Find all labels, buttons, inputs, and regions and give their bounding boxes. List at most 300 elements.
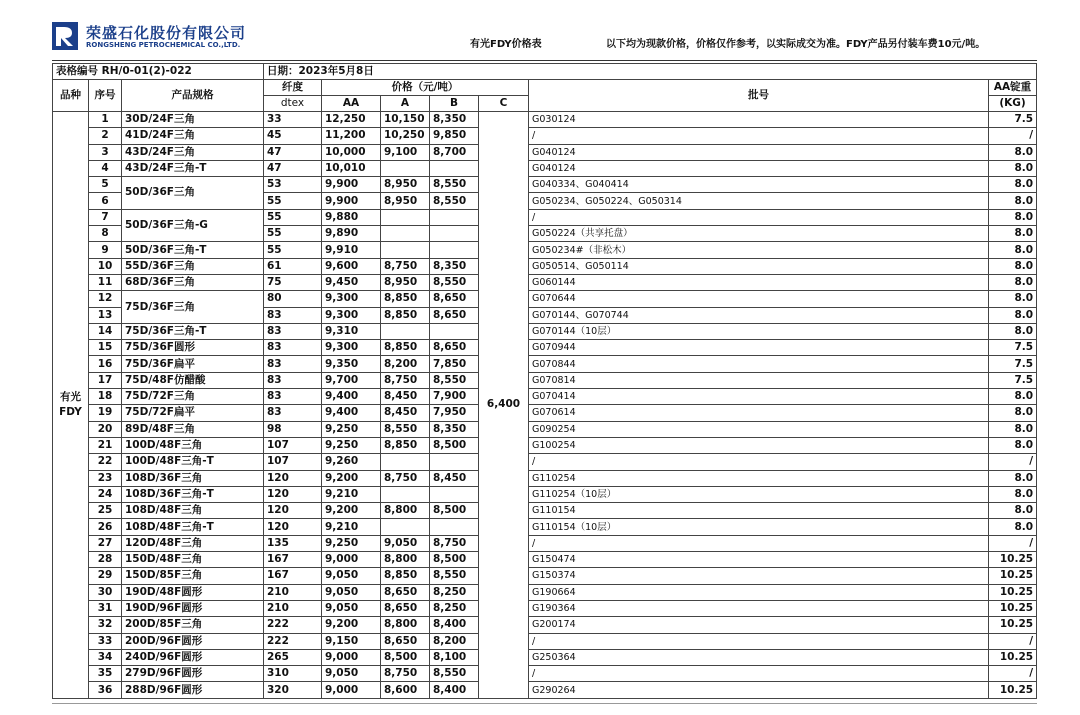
row-spec: 190D/96F圆形	[122, 600, 264, 616]
table-row	[53, 242, 1037, 258]
row-price-aa: 9,300	[322, 307, 381, 323]
row-price-b: 8,550	[430, 372, 479, 388]
header-weight: AA锭重	[989, 80, 1037, 96]
row-price-b: 8,100	[430, 649, 479, 665]
row-seq: 26	[89, 519, 122, 535]
row-price-b	[430, 160, 479, 176]
row-weight: /	[989, 535, 1037, 551]
document-title: 有光FDY价格表	[470, 39, 542, 50]
row-seq: 19	[89, 405, 122, 421]
row-dtex: 55	[264, 209, 322, 225]
row-batch: G040124	[529, 160, 989, 176]
row-spec: 190D/48F圆形	[122, 584, 264, 600]
table-row	[53, 144, 1037, 160]
row-weight: 8.0	[989, 519, 1037, 535]
row-price-aa: 9,210	[322, 486, 381, 502]
header-price: 价格（元/吨）	[322, 80, 529, 96]
row-price-aa: 9,450	[322, 274, 381, 290]
header-price-aa: AA	[322, 96, 381, 112]
row-weight: 8.0	[989, 421, 1037, 437]
table-row	[53, 486, 1037, 502]
row-price-b: 8,400	[430, 682, 479, 698]
row-spec: 108D/48F三角	[122, 503, 264, 519]
row-seq: 10	[89, 258, 122, 274]
table-row	[53, 666, 1037, 682]
row-batch: G110154（10层）	[529, 519, 989, 535]
table-row	[53, 323, 1037, 339]
row-batch: G070814	[529, 372, 989, 388]
row-dtex: 83	[264, 340, 322, 356]
row-dtex: 320	[264, 682, 322, 698]
row-price-b: 8,350	[430, 258, 479, 274]
row-seq: 25	[89, 503, 122, 519]
row-batch: G070144、G070744	[529, 307, 989, 323]
row-spec: 50D/36F三角-G	[122, 209, 264, 242]
row-weight: 10.25	[989, 568, 1037, 584]
row-seq: 15	[89, 340, 122, 356]
price-c-cell: 6,400	[479, 112, 529, 699]
row-weight: 8.0	[989, 274, 1037, 290]
row-price-b	[430, 519, 479, 535]
row-spec: 200D/96F圆形	[122, 633, 264, 649]
row-seq: 30	[89, 584, 122, 600]
row-price-a	[381, 160, 430, 176]
row-spec: 279D/96F圆形	[122, 666, 264, 682]
table-row	[53, 128, 1037, 144]
row-price-aa: 12,250	[322, 112, 381, 128]
row-spec: 150D/85F三角	[122, 568, 264, 584]
row-weight: /	[989, 633, 1037, 649]
row-seq: 32	[89, 617, 122, 633]
row-seq: 12	[89, 291, 122, 307]
row-price-aa: 9,200	[322, 503, 381, 519]
row-weight: 8.0	[989, 258, 1037, 274]
row-weight: 8.0	[989, 503, 1037, 519]
row-seq: 28	[89, 552, 122, 568]
row-spec: 75D/36F圆形	[122, 340, 264, 356]
price-table	[52, 63, 1037, 699]
row-spec: 50D/36F三角	[122, 177, 264, 210]
row-spec: 75D/48F仿醋酸	[122, 372, 264, 388]
row-price-aa: 9,150	[322, 633, 381, 649]
row-weight: 7.5	[989, 372, 1037, 388]
row-batch: G070414	[529, 389, 989, 405]
row-price-a	[381, 209, 430, 225]
row-dtex: 61	[264, 258, 322, 274]
row-weight: 8.0	[989, 291, 1037, 307]
row-price-b: 8,550	[430, 568, 479, 584]
row-price-a: 8,850	[381, 307, 430, 323]
row-batch: G150474	[529, 552, 989, 568]
row-price-a	[381, 226, 430, 242]
row-price-b: 8,500	[430, 503, 479, 519]
document-date: 日期：2023年5月8日	[264, 64, 1037, 80]
row-weight: 8.0	[989, 307, 1037, 323]
row-batch: /	[529, 128, 989, 144]
row-dtex: 33	[264, 112, 322, 128]
table-row	[53, 535, 1037, 551]
row-dtex: 222	[264, 617, 322, 633]
row-dtex: 210	[264, 600, 322, 616]
header-batch: 批号	[529, 80, 989, 112]
row-price-a: 8,450	[381, 389, 430, 405]
row-weight: 8.0	[989, 177, 1037, 193]
row-spec: 30D/24F三角	[122, 112, 264, 128]
row-spec: 108D/36F三角	[122, 470, 264, 486]
row-price-a: 8,850	[381, 437, 430, 453]
row-price-a: 10,150	[381, 112, 430, 128]
row-price-aa: 9,700	[322, 372, 381, 388]
row-price-a: 8,750	[381, 372, 430, 388]
row-price-a: 8,850	[381, 340, 430, 356]
row-price-a: 8,950	[381, 177, 430, 193]
row-spec: 108D/48F三角-T	[122, 519, 264, 535]
row-spec: 200D/85F三角	[122, 617, 264, 633]
row-dtex: 167	[264, 568, 322, 584]
row-seq: 3	[89, 144, 122, 160]
company-logo-icon	[52, 22, 78, 50]
row-price-a: 8,950	[381, 274, 430, 290]
header-weight-unit: (KG)	[989, 96, 1037, 112]
row-price-b: 7,900	[430, 389, 479, 405]
row-spec: 89D/48F三角	[122, 421, 264, 437]
table-row	[53, 519, 1037, 535]
row-dtex: 120	[264, 503, 322, 519]
row-price-b: 8,400	[430, 617, 479, 633]
row-price-a: 8,850	[381, 291, 430, 307]
row-spec: 43D/24F三角-T	[122, 160, 264, 176]
row-seq: 14	[89, 323, 122, 339]
row-weight: /	[989, 666, 1037, 682]
row-price-b: 7,950	[430, 405, 479, 421]
row-weight: 8.0	[989, 437, 1037, 453]
row-weight: 8.0	[989, 470, 1037, 486]
row-price-aa: 9,210	[322, 519, 381, 535]
row-seq: 7	[89, 209, 122, 225]
row-dtex: 55	[264, 242, 322, 258]
variety-line1: 有光	[60, 390, 81, 403]
row-price-aa: 10,000	[322, 144, 381, 160]
row-weight: 8.0	[989, 486, 1037, 502]
row-dtex: 83	[264, 323, 322, 339]
row-spec: 75D/72F三角	[122, 389, 264, 405]
table-row	[53, 291, 1037, 307]
row-price-aa: 9,250	[322, 535, 381, 551]
row-seq: 17	[89, 372, 122, 388]
row-dtex: 47	[264, 160, 322, 176]
row-dtex: 120	[264, 519, 322, 535]
row-dtex: 75	[264, 274, 322, 290]
row-price-a: 8,650	[381, 584, 430, 600]
row-price-b	[430, 454, 479, 470]
row-batch: /	[529, 666, 989, 682]
row-price-a: 9,050	[381, 535, 430, 551]
row-seq: 23	[89, 470, 122, 486]
row-price-b	[430, 486, 479, 502]
row-seq: 18	[89, 389, 122, 405]
row-batch: G070144（10层）	[529, 323, 989, 339]
row-seq: 9	[89, 242, 122, 258]
row-price-a: 8,500	[381, 649, 430, 665]
header-spec: 产品规格	[122, 80, 264, 112]
table-row	[53, 421, 1037, 437]
row-price-a	[381, 519, 430, 535]
row-spec: 75D/36F三角-T	[122, 323, 264, 339]
table-row	[53, 372, 1037, 388]
row-spec: 120D/48F三角	[122, 535, 264, 551]
table-row	[53, 568, 1037, 584]
row-price-aa: 9,000	[322, 649, 381, 665]
row-weight: 8.0	[989, 226, 1037, 242]
row-price-b: 8,450	[430, 470, 479, 486]
header-price-b: B	[430, 96, 479, 112]
row-dtex: 53	[264, 177, 322, 193]
row-spec: 100D/48F三角	[122, 437, 264, 453]
row-batch: G200174	[529, 617, 989, 633]
row-weight: /	[989, 454, 1037, 470]
row-price-a: 8,750	[381, 258, 430, 274]
row-weight: 10.25	[989, 682, 1037, 698]
row-dtex: 80	[264, 291, 322, 307]
row-weight: 10.25	[989, 552, 1037, 568]
row-price-aa: 9,900	[322, 177, 381, 193]
header-fineness-unit: dtex	[264, 96, 322, 112]
row-spec: 55D/36F三角	[122, 258, 264, 274]
row-spec: 68D/36F三角	[122, 274, 264, 290]
row-price-a: 8,450	[381, 405, 430, 421]
row-price-aa: 9,600	[322, 258, 381, 274]
row-price-a: 9,100	[381, 144, 430, 160]
row-dtex: 120	[264, 470, 322, 486]
row-dtex: 83	[264, 307, 322, 323]
row-dtex: 83	[264, 372, 322, 388]
header-price-c: C	[479, 96, 529, 112]
row-price-aa: 9,250	[322, 421, 381, 437]
row-weight: 7.5	[989, 340, 1037, 356]
row-batch: G190664	[529, 584, 989, 600]
row-seq: 20	[89, 421, 122, 437]
row-batch: /	[529, 209, 989, 225]
row-batch: /	[529, 454, 989, 470]
row-batch: G290264	[529, 682, 989, 698]
row-batch: G190364	[529, 600, 989, 616]
table-row	[53, 177, 1037, 193]
row-weight: 8.0	[989, 242, 1037, 258]
row-price-b: 8,550	[430, 274, 479, 290]
table-row	[53, 356, 1037, 372]
row-batch: G040334、G040414	[529, 177, 989, 193]
row-seq: 6	[89, 193, 122, 209]
price-table-body	[53, 112, 1037, 699]
row-dtex: 265	[264, 649, 322, 665]
row-price-a: 8,800	[381, 617, 430, 633]
row-weight: 8.0	[989, 405, 1037, 421]
row-price-a	[381, 454, 430, 470]
row-weight: /	[989, 128, 1037, 144]
row-spec: 150D/48F三角	[122, 552, 264, 568]
row-spec: 50D/36F三角-T	[122, 242, 264, 258]
row-dtex: 47	[264, 144, 322, 160]
row-batch: G040124	[529, 144, 989, 160]
document-note: 以下均为现款价格，价格仅作参考，以实际成交为准。FDY产品另付装车费10元/吨。	[606, 39, 986, 50]
row-batch: G110154	[529, 503, 989, 519]
row-price-aa: 9,050	[322, 584, 381, 600]
table-row	[53, 389, 1037, 405]
row-price-b: 8,700	[430, 144, 479, 160]
row-seq: 34	[89, 649, 122, 665]
row-spec: 100D/48F三角-T	[122, 454, 264, 470]
row-spec: 43D/24F三角	[122, 144, 264, 160]
row-price-aa: 9,250	[322, 437, 381, 453]
row-price-aa: 9,910	[322, 242, 381, 258]
row-weight: 10.25	[989, 600, 1037, 616]
row-seq: 1	[89, 112, 122, 128]
row-dtex: 107	[264, 437, 322, 453]
row-spec: 75D/36F扁平	[122, 356, 264, 372]
row-price-a: 8,950	[381, 193, 430, 209]
row-price-a: 8,600	[381, 682, 430, 698]
table-row	[53, 649, 1037, 665]
row-price-b: 8,650	[430, 340, 479, 356]
row-price-a: 8,850	[381, 568, 430, 584]
row-weight: 8.0	[989, 160, 1037, 176]
row-price-b: 8,550	[430, 193, 479, 209]
table-row	[53, 470, 1037, 486]
company-name-cn: 荣盛石化股份有限公司	[86, 24, 247, 42]
row-dtex: 55	[264, 193, 322, 209]
row-price-a: 8,800	[381, 552, 430, 568]
row-seq: 35	[89, 666, 122, 682]
row-dtex: 98	[264, 421, 322, 437]
table-row	[53, 112, 1037, 128]
row-price-aa: 9,200	[322, 470, 381, 486]
row-price-a: 8,750	[381, 666, 430, 682]
table-row	[53, 160, 1037, 176]
row-price-b: 8,250	[430, 584, 479, 600]
row-price-aa: 9,350	[322, 356, 381, 372]
row-price-b: 8,650	[430, 307, 479, 323]
row-spec: 75D/36F三角	[122, 291, 264, 324]
row-seq: 24	[89, 486, 122, 502]
document-header	[52, 18, 1052, 58]
table-row	[53, 503, 1037, 519]
row-dtex: 167	[264, 552, 322, 568]
row-batch: G070644	[529, 291, 989, 307]
row-dtex: 45	[264, 128, 322, 144]
row-price-aa: 9,310	[322, 323, 381, 339]
row-dtex: 107	[264, 454, 322, 470]
row-spec: 288D/96F圆形	[122, 682, 264, 698]
row-seq: 16	[89, 356, 122, 372]
row-batch: G060144	[529, 274, 989, 290]
row-price-aa: 9,050	[322, 600, 381, 616]
row-seq: 29	[89, 568, 122, 584]
row-batch: G050224（共享托盘）	[529, 226, 989, 242]
row-price-b: 8,250	[430, 600, 479, 616]
row-batch: G110254（10层）	[529, 486, 989, 502]
row-seq: 11	[89, 274, 122, 290]
table-row	[53, 682, 1037, 698]
row-seq: 5	[89, 177, 122, 193]
row-price-aa: 9,880	[322, 209, 381, 225]
row-price-a: 8,750	[381, 470, 430, 486]
row-price-b: 8,350	[430, 112, 479, 128]
table-row	[53, 274, 1037, 290]
row-dtex: 55	[264, 226, 322, 242]
table-row	[53, 405, 1037, 421]
row-price-aa: 9,400	[322, 389, 381, 405]
header-seq: 序号	[89, 80, 122, 112]
table-row	[53, 617, 1037, 633]
row-dtex: 135	[264, 535, 322, 551]
row-price-a: 8,650	[381, 600, 430, 616]
row-weight: 8.0	[989, 389, 1037, 405]
row-weight: 10.25	[989, 584, 1037, 600]
table-row	[53, 552, 1037, 568]
footer-divider	[52, 703, 1037, 704]
row-price-a: 8,200	[381, 356, 430, 372]
row-price-aa: 9,890	[322, 226, 381, 242]
row-seq: 36	[89, 682, 122, 698]
row-batch: G050234、G050224、G050314	[529, 193, 989, 209]
row-weight: 10.25	[989, 617, 1037, 633]
row-seq: 8	[89, 226, 122, 242]
row-price-b: 8,500	[430, 437, 479, 453]
table-row	[53, 258, 1037, 274]
row-batch: G030124	[529, 112, 989, 128]
header-divider	[52, 60, 1037, 61]
company-logo	[52, 22, 352, 58]
row-batch: G070614	[529, 405, 989, 421]
row-seq: 33	[89, 633, 122, 649]
row-price-aa: 10,010	[322, 160, 381, 176]
row-weight: 8.0	[989, 193, 1037, 209]
row-dtex: 120	[264, 486, 322, 502]
row-price-b: 8,350	[430, 421, 479, 437]
row-price-b: 8,200	[430, 633, 479, 649]
row-weight: 8.0	[989, 209, 1037, 225]
row-price-a: 10,250	[381, 128, 430, 144]
row-price-b	[430, 226, 479, 242]
row-price-aa: 9,200	[322, 617, 381, 633]
row-price-aa: 9,000	[322, 552, 381, 568]
row-price-b: 8,750	[430, 535, 479, 551]
row-weight: 10.25	[989, 649, 1037, 665]
header-fineness: 纤度	[264, 80, 322, 96]
row-dtex: 222	[264, 633, 322, 649]
table-row	[53, 454, 1037, 470]
row-price-b	[430, 209, 479, 225]
row-batch: G090254	[529, 421, 989, 437]
row-weight: 8.0	[989, 323, 1037, 339]
header-price-a: A	[381, 96, 430, 112]
row-seq: 22	[89, 454, 122, 470]
row-price-a: 8,800	[381, 503, 430, 519]
row-price-b: 8,500	[430, 552, 479, 568]
row-batch: G070844	[529, 356, 989, 372]
row-price-aa: 11,200	[322, 128, 381, 144]
row-price-aa: 9,050	[322, 568, 381, 584]
row-batch: G150374	[529, 568, 989, 584]
table-row	[53, 340, 1037, 356]
row-dtex: 310	[264, 666, 322, 682]
row-seq: 4	[89, 160, 122, 176]
row-price-a	[381, 242, 430, 258]
row-price-b: 9,850	[430, 128, 479, 144]
row-seq: 31	[89, 600, 122, 616]
row-price-aa: 9,050	[322, 666, 381, 682]
row-price-a: 8,650	[381, 633, 430, 649]
